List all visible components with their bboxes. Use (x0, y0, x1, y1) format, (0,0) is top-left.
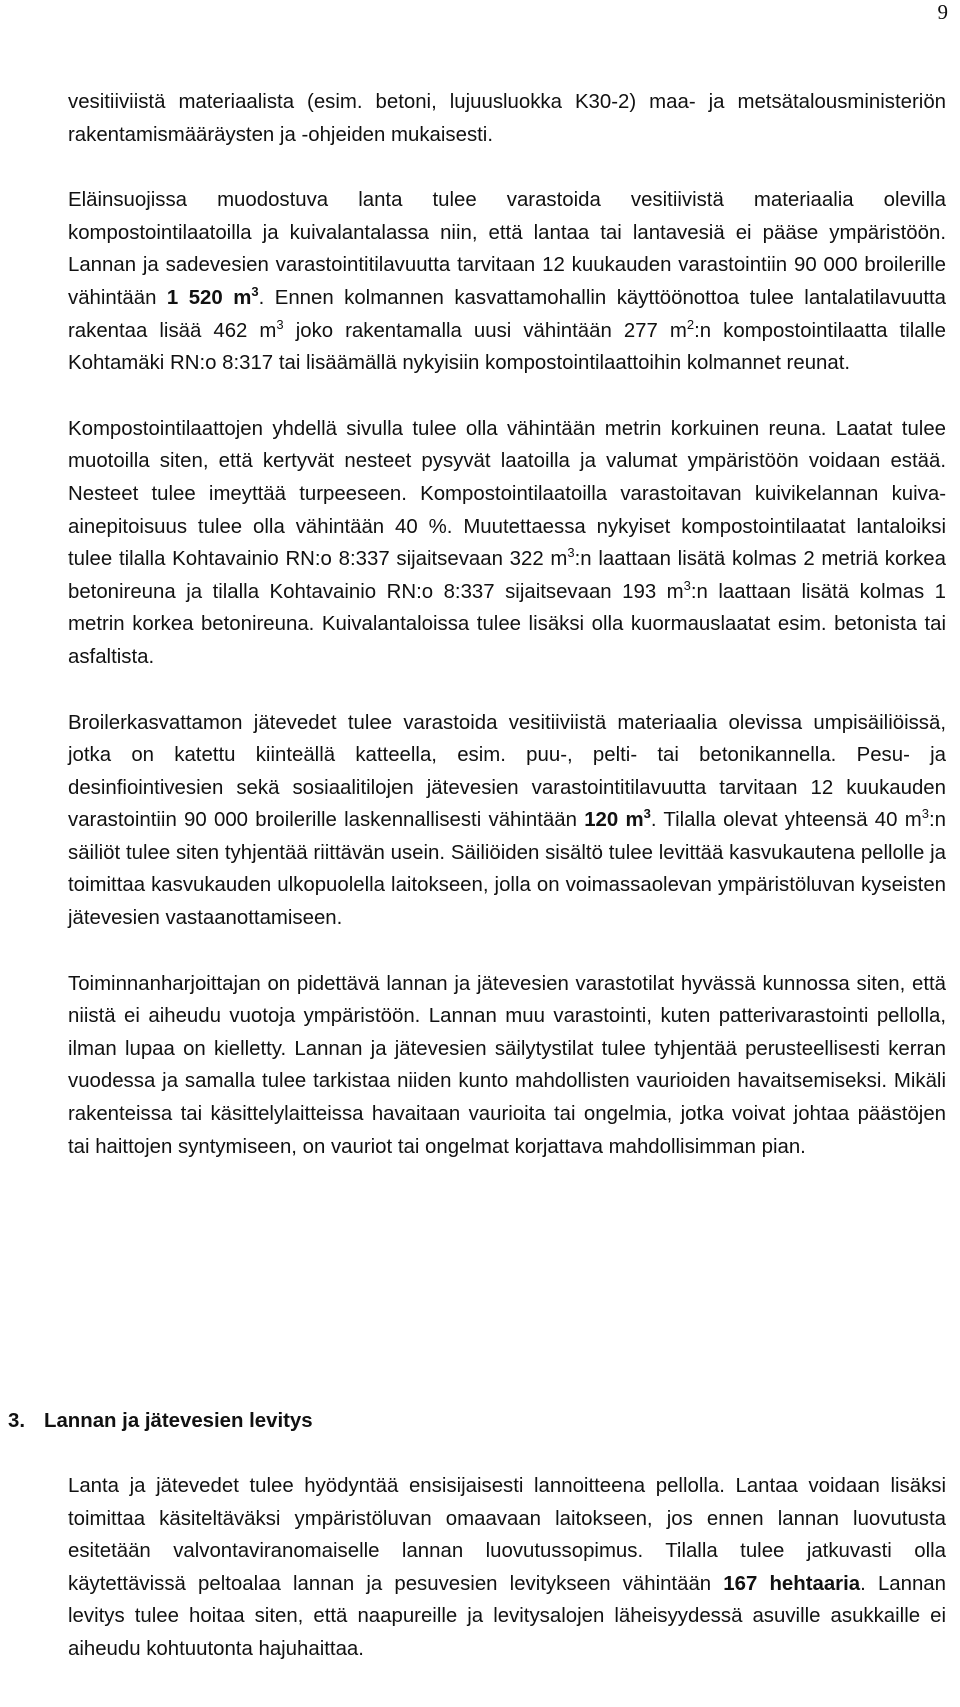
p2-text-e: :n kompostointilaatta tilalle Kohtamäki RN:o 8:317 tai lisäämällä nykyisiin kompostointilaattoihin kolmannet reunat. (68, 319, 947, 375)
p4-text-a: Broilerkasvattamon jätevedet tulee varastoida vesitiiviistä materiaalia olevissa umpisäiliöissä, jotka on katettu kiinteällä katteella, esim. puu-, pelti- tai betonikannella. Pesu- ja desinfiointivesien sekä sosiaalitilojen jätevesien varastointitilavuutta tarvitaan 12 kuukauden varastointiin 90 000 broilerille laskennallisesti vähintään (68, 711, 946, 832)
p6-text-c: . Lannan levitys tulee hoitaa siten, että naapureille ja levitysalojen läheisyydessä asuville asukkaille ei aiheudu kohtuutonta hajuhaittaa. (68, 1572, 946, 1660)
p2-text-c: . Ennen kolmannen kasvattamohallin käyttöönottoa tulee lantalatilavuutta rakentaa lisää 462 m (68, 286, 946, 342)
p4-bold-sup: 3 (643, 806, 651, 822)
paragraph-4 (68, 707, 946, 935)
paragraph-5: Toiminnanharjoittajan on pidettävä lannan ja jätevesien varastotilat hyvässä kunnossa siten, että niistä ei aiheudu vuotoja ympäristöön. Lannan muu varastointi, kuten patterivarastointi pellolla, ilman lupaa on kielletty. Lannan ja jätevesien säilytystilat tulee tyhjentää perusteellisesti kerran vuodessa ja samalla tulee tarkistaa niiden kunto mahdollisten vaurioiden havaitsemiseksi. Mikäli rakenteissa tai käsittelylaitteissa havaitaan vaurioita tai ongelmia, jotka voivat johtaa päästöjen tai haittojen syntymiseen, on vauriot tai ongelmat korjattava mahdollisimman pian. (68, 972, 946, 1158)
p6-bold-area: 167 hehtaaria (723, 1572, 861, 1595)
paragraph-3 (68, 413, 946, 674)
p2-sup-c: 3 (276, 316, 284, 332)
section-body (68, 1470, 946, 1666)
p4-bold-volume: 120 m (584, 809, 644, 832)
p3-sup-b: 3 (683, 577, 691, 593)
paragraph-1: vesitiiviistä materiaalista (esim. betoni, lujuusluokka K30-2) maa- ja metsätalousministeriön rakentamismääräysten ja -ohjeiden mukaisesti. (68, 91, 946, 146)
paragraph-2 (68, 184, 946, 380)
page-number: 9 (937, 0, 948, 24)
p4-text-d: :n säiliöt tulee siten tyhjentää riittävän usein. Säiliöiden sisältö tulee levittää kasvukautena pellolle ja toimittaa kasvukauden ulkopuolella laitokseen, jolla on voimassaolevan ympäristöluvan kyseisten jätevesien vastaanottamiseen. (68, 809, 946, 930)
p3-text-b: :n laattaan lisätä kolmas 2 metriä korkea betonireuna ja tilalla Kohtavainio RN:o 8:337 sijaitsevaan 193 m (68, 548, 946, 603)
p2-bold-sup: 3 (251, 283, 259, 299)
p3-text-a: Kompostointilaattojen yhdellä sivulla tulee olla vähintään metrin korkuinen reuna. Laatat tulee muotoilla siten, että kertyvät nesteet pysyvät laatoilla ja valumat ympäristöön voidaan estää. Nesteet tulee imeyttää turpeeseen. Kompostointilaatoilla varastoitavan kuivikelannan kuiva-ainepitoisuus tulee olla vähintään 40 %. Muutettaessa nykyiset kompostointilaatat lantaloiksi tulee tilalla Kohtavainio RN:o 8:337 sijaitsevaan 322 m (68, 417, 946, 571)
paragraph-6 (68, 1470, 946, 1666)
p4-text-c: . Tilalla olevat yhteensä 40 m (650, 809, 922, 832)
p2-text-a: Eläinsuojissa muodostuva lanta tulee varastoida vesitiivistä materiaalia olevilla kompostointilaatoilla ja kuivalantalassa niin, että lantaa tai lantavesiä ei pääse ympäristöön. Lannan ja sadevesien varastointitilavuutta tarvitaan 12 kuukauden varastointiin 90 000 broilerille vähintään (68, 189, 946, 309)
p2-bold-volume: 1 520 m (166, 286, 252, 309)
p2-sup-d: 2 (686, 316, 695, 332)
p3-sup-a: 3 (567, 545, 575, 561)
section-number: 3. (8, 1410, 26, 1432)
section-heading (8, 1405, 908, 1438)
document-body (68, 86, 946, 1163)
p4-sup-c: 3 (921, 806, 929, 822)
p2-text-d: joko rakentamalla uusi vähintään 277 m (283, 319, 687, 342)
p6-text-a: Lanta ja jätevedet tulee hyödyntää ensisijaisesti lannoitteena pellolla. Lantaa voidaan lisäksi toimittaa käsiteltäväksi ympäristöluvan omaavaan laitokseen, jos ennen lannan luovutusta esitetään valvontaviranomaiselle lannan luovutussopimus. Tilalla tulee jatkuvasti olla käytettävissä peltoalaa lannan ja pesuvesien levitykseen vähintään (68, 1475, 946, 1595)
section-title: Lannan ja jätevesien levitys (44, 1410, 313, 1432)
p3-text-c: :n laattaan lisätä kolmas 1 metrin korkea betonireuna. Kuivalantaloissa tulee lisäksi olla kuormauslaatat esim. betonista tai asfaltista. (68, 580, 946, 668)
